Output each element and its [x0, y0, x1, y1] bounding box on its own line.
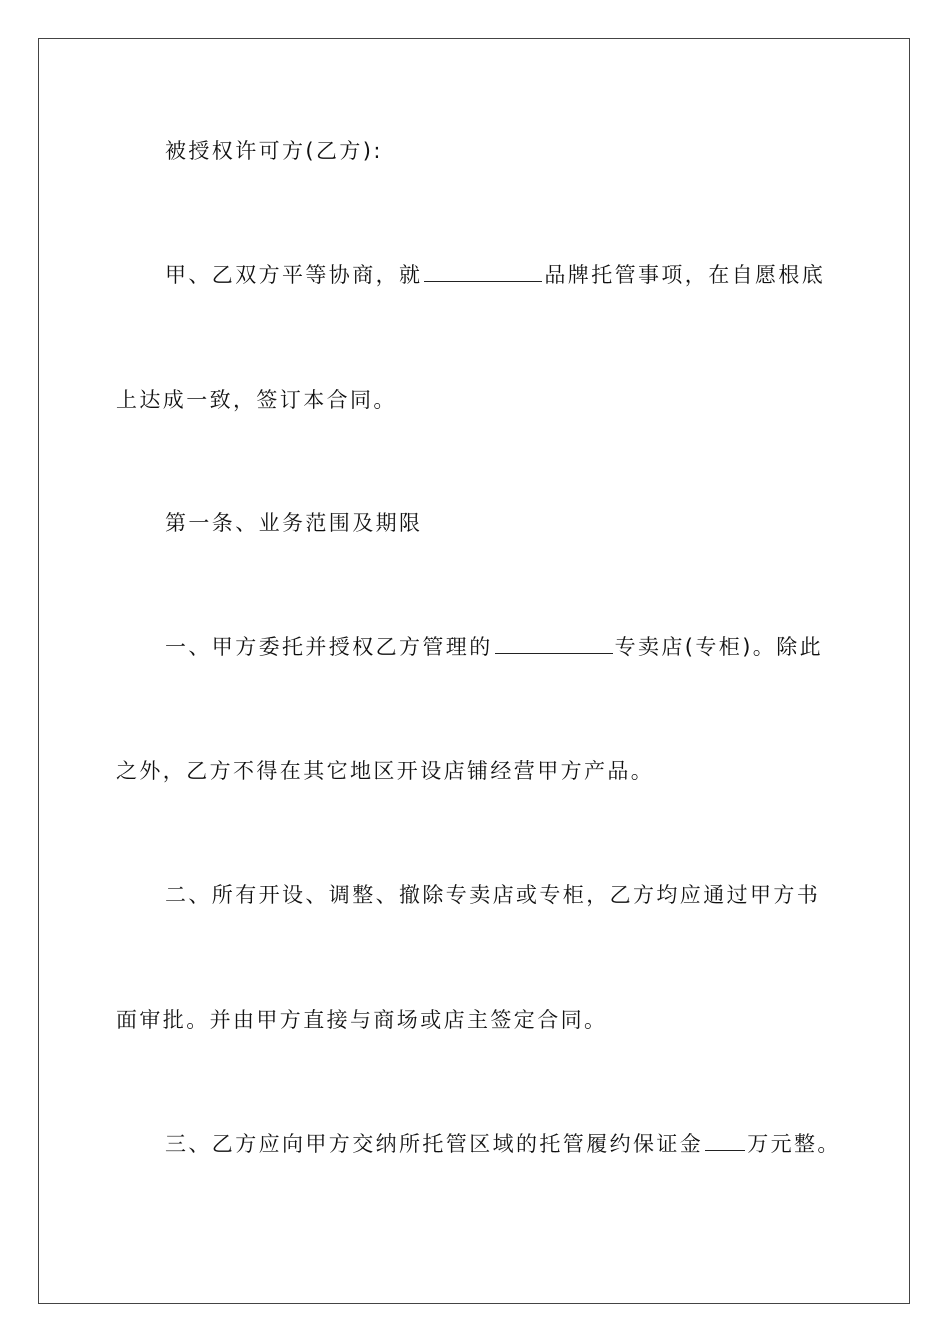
article1-title-text: 第一条、业务范围及期限: [165, 511, 423, 535]
store-blank-field: [495, 635, 613, 654]
item2-line-1: [165, 882, 820, 908]
page-frame: [38, 38, 910, 1304]
intro-text-c: 上达成一致，签订本合同。: [116, 388, 397, 412]
party-b-text: 被授权许可方(乙方):: [165, 139, 383, 163]
item1-text-a: 一、甲方委托并授权乙方管理的: [165, 635, 493, 659]
item1-line-1: [165, 634, 823, 660]
item3-line-1: [165, 1131, 841, 1157]
intro-text-a: 甲、乙双方平等协商，就: [165, 263, 423, 287]
party-b-line: [165, 138, 383, 164]
item2-line-2: [116, 1007, 607, 1033]
item3-text-b: 万元整。: [747, 1132, 841, 1156]
item1-text-b: 专卖店(专柜)。除此: [614, 635, 823, 659]
item3-text-a: 三、乙方应向甲方交纳所托管区域的托管履约保证金: [165, 1132, 704, 1156]
intro-line-2: [116, 387, 397, 413]
brand-blank-field: [424, 263, 542, 282]
intro-text-b: 品牌托管事项，在自愿根底: [544, 263, 826, 287]
item2-text-b: 面审批。并由甲方直接与商场或店主签定合同。: [116, 1008, 608, 1032]
item2-text-a: 二、所有开设、调整、撤除专卖店或专柜，乙方均应通过甲方书: [165, 883, 821, 907]
deposit-amount-blank-field: [705, 1132, 745, 1151]
article1-title: [165, 510, 422, 536]
item1-text-c: 之外，乙方不得在其它地区开设店铺经营甲方产品。: [116, 759, 655, 783]
item1-line-2: [116, 758, 654, 784]
intro-line-1: [165, 262, 825, 288]
